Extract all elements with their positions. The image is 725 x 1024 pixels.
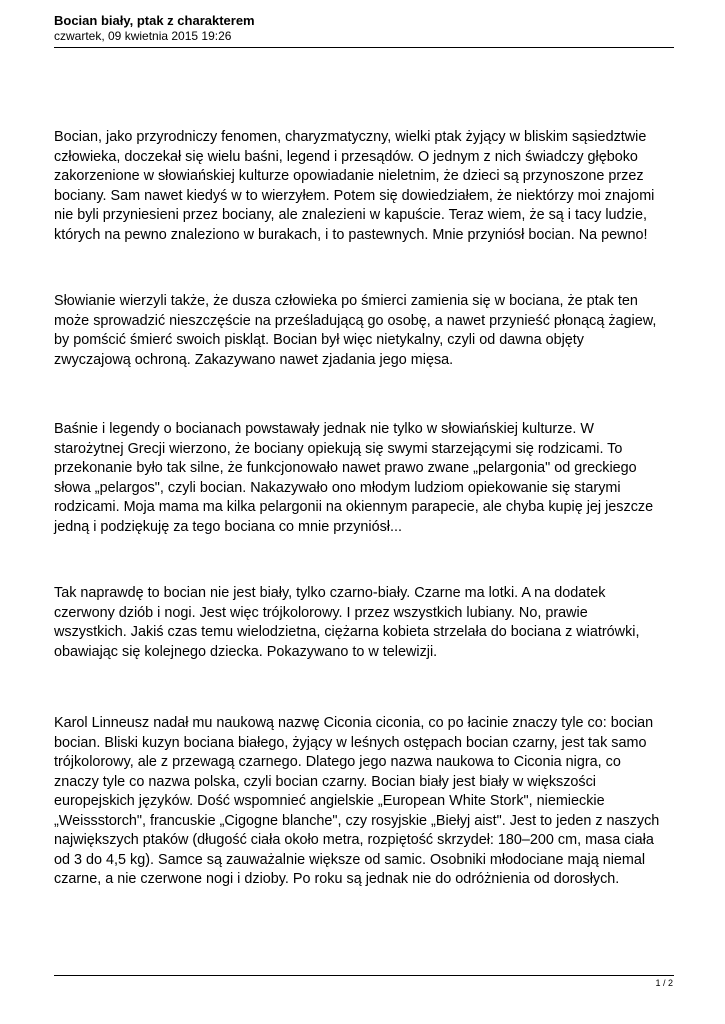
article-paragraph-5: Karol Linneusz nadał mu naukową nazwę Ciconia ciconia, co po łacinie znaczy tyle co: bocian bocian. Bliski kuzyn bociana białego, żyjący w leśnych ostępach bocian czarny, jest tak samo trójkolorowy, ale z przewagą czarnego. Dlatego jego nazwa naukowa to Ciconia nigra, co znaczy tyle co nazwa polska, czyli bocian czarny. Bocian biały jest biały w większości europejskich języków. Dość wspomnieć angielskie „European White Stork", niemieckie „Weissstorch", francuskie „Cigogne blanche", czy rosyjskie „Biełyj aist". Jest to jeden z naszych największych ptaków (długość ciała około metra, rozpiętość skrzydeł: 180–200 cm, masa ciała od 3 do 4,5 kg). Samce są zauważalnie większe od samic. Osobniki młodociane mają niemal czarne, a nie czerwone nogi i dzioby. Po roku są jednak nie do odróżnienia od dorosłych. [54,715,660,887]
article-paragraph-3: Baśnie i legendy o bocianach powstawały jednak nie tylko w słowiańskiej kulturze. W starożytnej Grecji wierzono, że bociany opiekują się swymi starzejącymi się rodzicami. To przekonanie było tak silne, że funkcjonowało nawet prawo zwane „pelargonia" od greckiego słowa „pelargos", czyli bocian. Nakazywało ono młodym ludziom opiekowanie się starymi rodzicami. Moja mama ma kilka pelargonii na okiennym parapecie, ale chyba kupię jej jeszcze jedną i podziękuję za tego bociana co mnie przyniósł... [54,421,654,535]
footer-divider [54,975,674,976]
document-header [54,13,674,48]
article-paragraph-2: Słowianie wierzyli także, że dusza człowieka po śmierci zamienia się w bociana, że ptak ten może sprowadzić nieszczęście na prześladującą go osobę, a nawet przynieść płonącą żagiew, by pomścić śmierć swoich piskląt. Bocian był więc nietykalny, czyli od dawna objęty zwyczajową ochroną. Zakazywano nawet zjadania jego mięsa. [54,293,657,368]
article-paragraph-1: Bocian, jako przyrodniczy fenomen, charyzmatyczny, wielki ptak żyjący w bliskim sąsiedztwie człowieka, doczekał się wielu baśni, legend i przesądów. O jednym z nich świadczy głęboko zakorzenione w słowiańskiej kulturze opowiadanie nieletnim, że dzieci są przynoszone przez bociany. Sam nawet kiedyś w to wierzyłem. Potem się dowiedziałem, że niektórzy moi znajomi nie byli przyniesieni przez bociany, ale znalezieni w kapuście. Teraz wiem, że są i tacy ludzie, których na pewno znaleziono w burakach, i to pastewnych. Mnie przyniósł bocian. Na pewno! [54,129,655,243]
article-date: czwartek, 09 kwietnia 2015 19:26 [54,29,232,43]
page-number: 1 / 2 [655,978,673,988]
article-paragraph-4: Tak naprawdę to bocian nie jest biały, tylko czarno-biały. Czarne ma lotki. A na dodatek czerwony dziób i nogi. Jest więc trójkolorowy. I przez wszystkich lubiany. No, prawie wszystkich. Jakiś czas temu wielodzietna, ciężarna kobieta strzelała do bociana z wiatrówki, obawiając się kolejnego dziecka. Pokazywano to w telewizji. [54,585,640,660]
article-title: Bocian biały, ptak z charakterem [54,13,255,28]
